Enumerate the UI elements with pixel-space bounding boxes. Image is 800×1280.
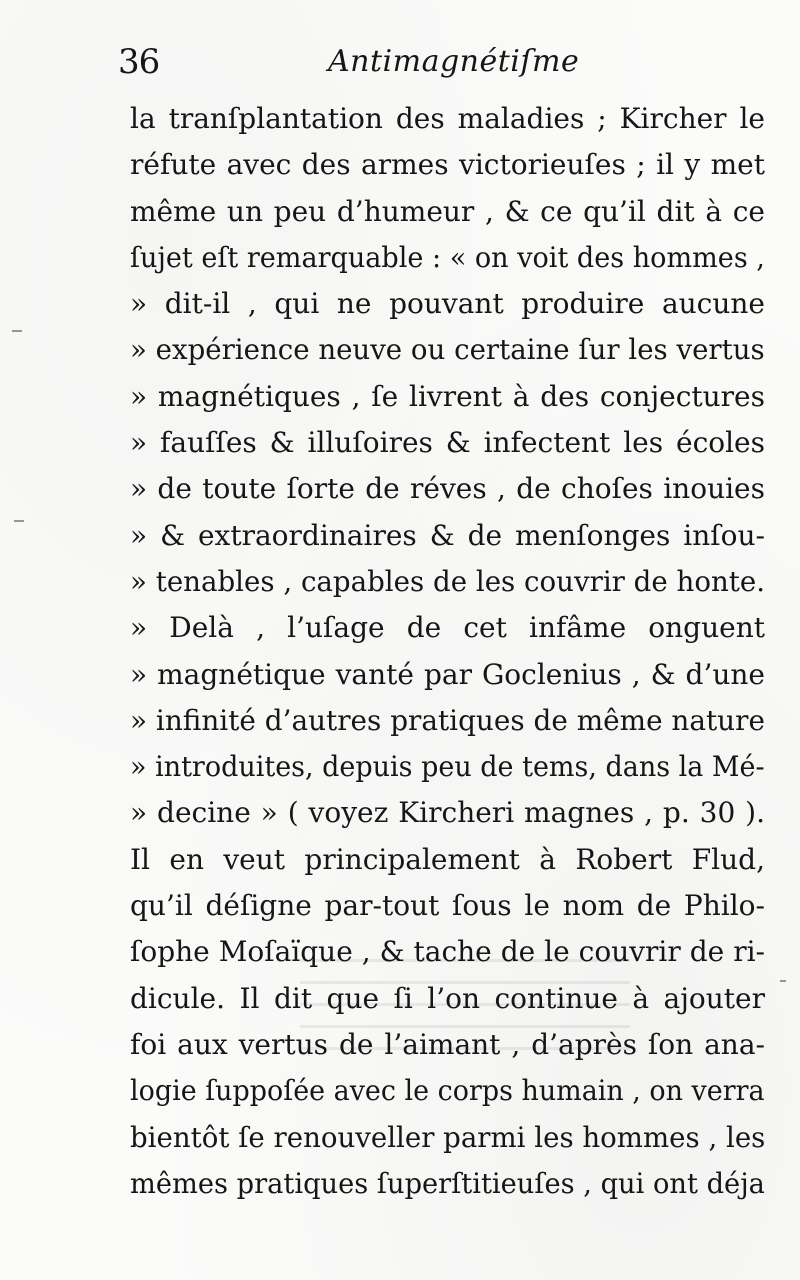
- text-line: » tenables , capables de les couvrir de honte.: [130, 564, 766, 598]
- margin-mark: [12, 330, 22, 332]
- text-line: Il en veut principalement à Robert Flud,: [130, 842, 765, 876]
- text-line: foi aux vertus de l’aimant , d’après ſon ana-: [130, 1027, 765, 1061]
- text-line: » fauſſes & illuſoires & infectent les écoles: [130, 426, 765, 460]
- text-line: » de toute ſorte de réves , de choſes inouies: [130, 472, 765, 506]
- text-line: » Delà , l’uſage de cet infâme onguent: [130, 611, 765, 645]
- body-text: [130, 96, 765, 1207]
- text-line: réfute avec des armes victorieuſes ; il y met: [130, 148, 765, 182]
- margin-mark: [14, 520, 24, 522]
- text-line: ſujet eſt remarquable : « on voit des hommes ,: [130, 240, 765, 274]
- text-line: » dit-il , qui ne pouvant produire aucune: [130, 287, 765, 321]
- page-header: [118, 40, 778, 90]
- text-line: dicule. Il dit que ſi l’on continue à ajouter: [130, 981, 765, 1015]
- text-line: » introduites, depuis peu de tems, dans la Mé-: [130, 750, 765, 784]
- text-line: » decine » ( voyez Kircheri magnes , p. 30 ).: [130, 796, 765, 830]
- text-line: bientôt ſe renouveller parmi les hommes , les: [130, 1120, 766, 1154]
- text-line: » & extraordinaires & de menſonges inſou-: [130, 518, 765, 552]
- text-line: » infinité d’autres pratiques de même nature: [130, 703, 765, 737]
- text-line: » expérience neuve ou certaine ſur les vertus: [130, 333, 765, 367]
- text-line: logie ſuppoſée avec le corps humain , on verra: [130, 1074, 765, 1108]
- text-line: qu’il déſigne par-tout ſous le nom de Philo-: [130, 889, 765, 923]
- text-line: la tranſplantation des maladies ; Kircher le: [130, 102, 765, 135]
- text-line: mêmes pratiques ſuperſtitieuſes , qui ont déja: [130, 1166, 765, 1200]
- page-number: 36: [118, 42, 160, 82]
- text-line: même un peu d’humeur , & ce qu’il dit à ce: [130, 194, 765, 228]
- margin-mark: [780, 980, 786, 982]
- text-line: ſophe Moſaïque , & tache de le couvrir de ri-: [130, 935, 765, 969]
- text-line: » magnétique vanté par Goclenius , & d’une: [130, 657, 765, 691]
- running-title: Antimagnétiſme: [328, 44, 580, 79]
- text-line: » magnétiques , ſe livrent à des conjectures: [130, 379, 765, 413]
